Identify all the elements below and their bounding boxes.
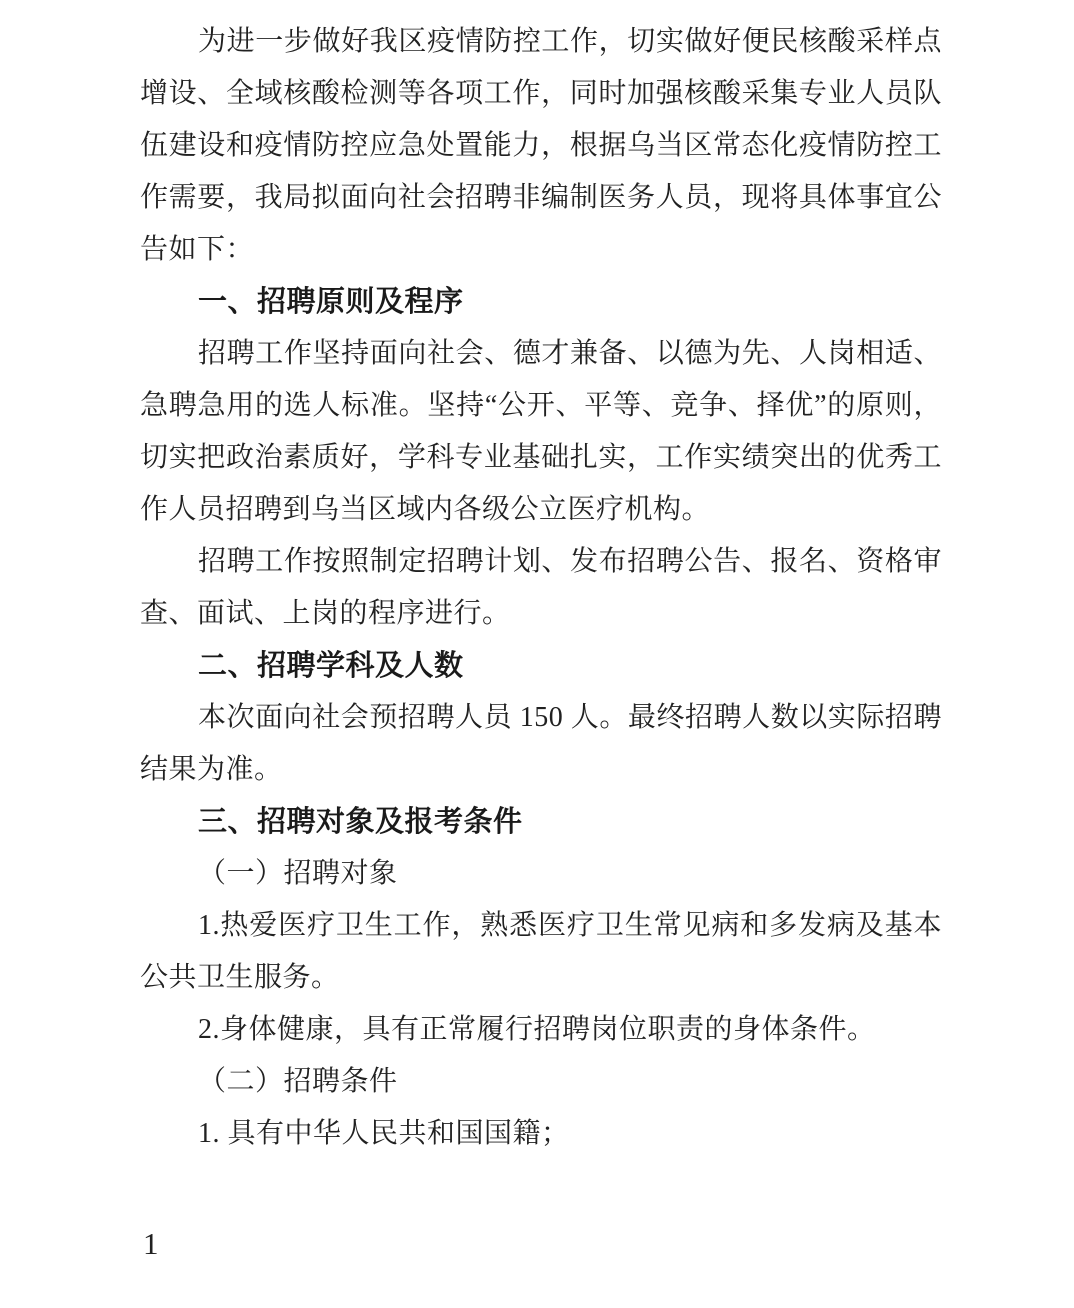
section-2-heading-disciplines-and-headcount: 二、招聘学科及人数 [198,650,464,682]
item-1-medical-work-familiarity: 1.热爱医疗卫生工作，熟悉医疗卫生常见病和多发病及基本公共卫生服务。 [140,910,942,993]
subheading-recruitment-targets: （一）招聘对象 [198,858,398,889]
section-1-heading-recruitment-principles: 一、招聘原则及程序 [198,286,464,318]
paragraph-headcount-150: 本次面向社会预招聘人员 150 人。最终招聘人数以实际招聘结果为准。 [140,702,942,785]
page-number: 1 [143,1226,159,1261]
document-page [140,16,942,1160]
subheading-recruitment-conditions: （二）招聘条件 [198,1066,398,1097]
paragraph-recruitment-procedure: 招聘工作按照制定招聘计划、发布招聘公告、报名、资格审查、面试、上岗的程序进行。 [140,546,942,629]
item-2-physical-health: 2.身体健康，具有正常履行招聘岗位职责的身体条件。 [198,1014,876,1045]
paragraph-recruitment-principles: 招聘工作坚持面向社会、德才兼备、以德为先、人岗相适、急聘急用的选人标准。坚持“公开、平等、竞争、择优”的原则，切实把政治素质好，学科专业基础扎实，工作实绩突出的优秀工作人员招聘到乌当区域内各级公立医疗机构。 [140,338,942,525]
intro-paragraph: 为进一步做好我区疫情防控工作，切实做好便民核酸采样点增设、全域核酸检测等各项工作，同时加强核酸采集专业人员队伍建设和疫情防控应急处置能力，根据乌当区常态化疫情防控工作需要，我局拟面向社会招聘非编制医务人员，现将具体事宜公告如下： [140,26,942,265]
section-3-heading-targets-and-conditions: 三、招聘对象及报考条件 [198,806,523,838]
item-1-chinese-nationality: 1. 具有中华人民共和国国籍； [198,1118,570,1149]
